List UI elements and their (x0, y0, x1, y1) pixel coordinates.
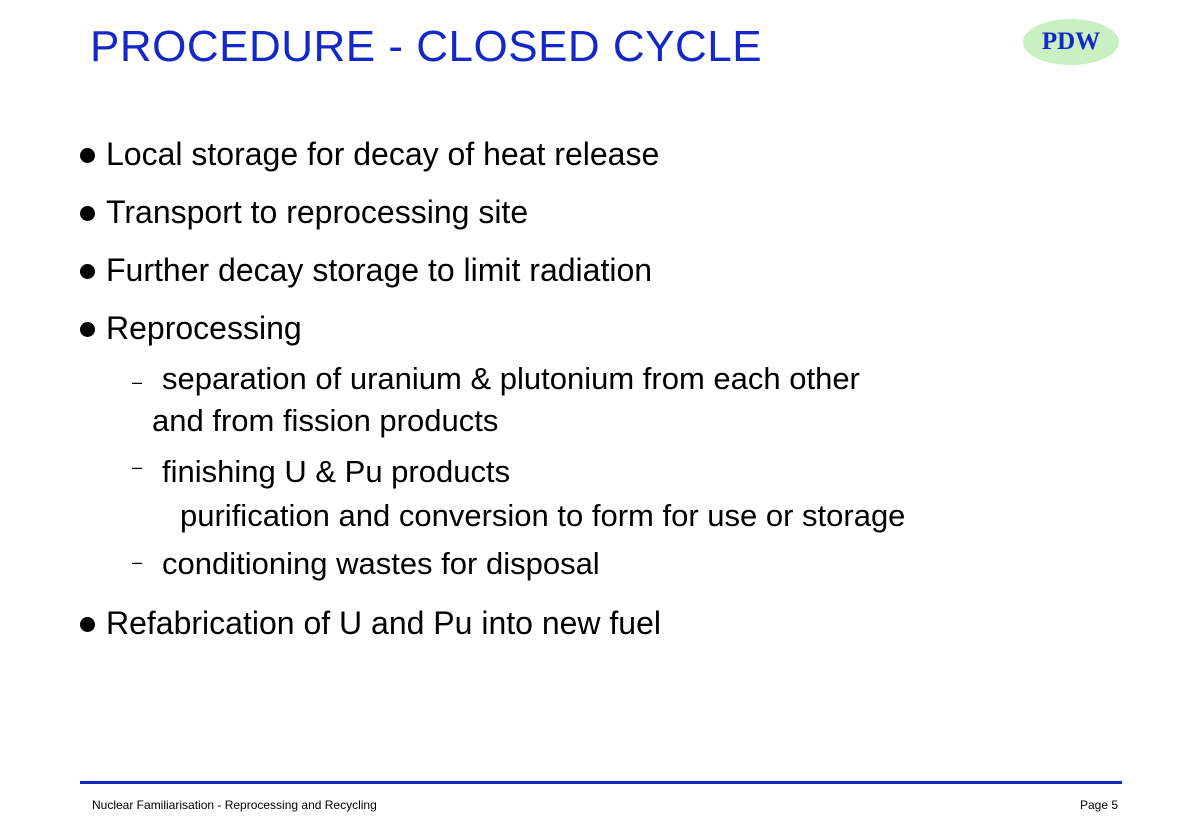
footer-title: Nuclear Familiarisation - Reprocessing and Recycling (92, 798, 377, 812)
sub-item-text: finishing U & Pu products (162, 454, 511, 489)
sub-item-continuation: and from fission products (152, 403, 499, 438)
sub-dash: – (132, 552, 143, 572)
page-number: Page 5 (1080, 798, 1119, 812)
footer-divider (80, 781, 1122, 784)
sub-item-text: conditioning wastes for disposal (162, 546, 600, 581)
bullet-dot-icon (80, 148, 95, 163)
pdw-logo: PDW (1023, 19, 1119, 65)
sub-item-continuation: purification and conversion to form for use or storage (180, 498, 906, 533)
bullet-dot-icon (80, 206, 95, 221)
bullet-dot-icon (80, 264, 95, 279)
sub-item-text: separation of uranium & plutonium from each other (162, 361, 860, 396)
bullet-text: Reprocessing (106, 310, 302, 346)
bullet-dot-icon (80, 617, 95, 632)
slide-title: PROCEDURE - CLOSED CYCLE (90, 22, 763, 71)
sub-dash: – (132, 457, 143, 477)
bullet-text: Refabrication of U and Pu into new fuel (106, 605, 661, 641)
bullet-text: Further decay storage to limit radiation (106, 252, 653, 288)
bullet-dot-icon (80, 322, 95, 337)
sub-dash: – (132, 372, 143, 392)
bullet-text: Transport to reprocessing site (106, 194, 529, 230)
bullet-text: Local storage for decay of heat release (106, 136, 660, 172)
